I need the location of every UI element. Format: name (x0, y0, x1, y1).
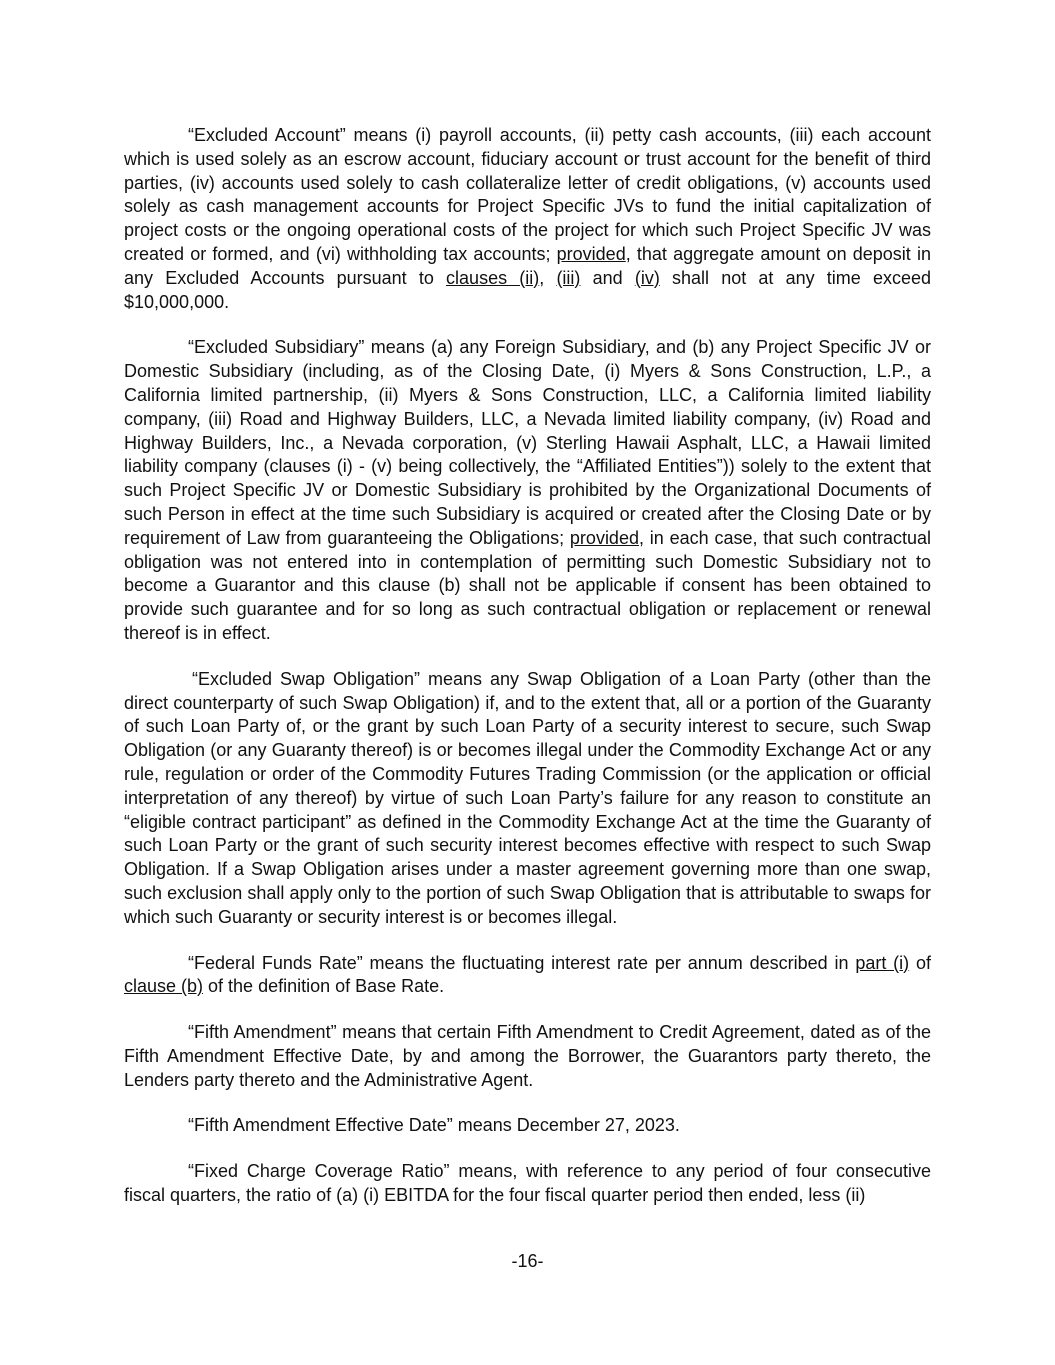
definition-federal-funds-rate (124, 952, 931, 1000)
definition-excluded-subsidiary (124, 336, 931, 645)
definition-text: and (580, 267, 635, 288)
definition-text: “Federal Funds Rate” means the fluctuating interest rate per annum described in (188, 952, 856, 973)
definition-text: “Fifth Amendment” means that certain Fifth Amendment to Credit Agreement, dated as of the Fifth Amendment Effective Date, by and among the Borrower, the Guarantors party thereto, the Lenders party thereto and the Administrative Agent. (124, 1022, 931, 1090)
page-number: -16- (511, 1251, 544, 1271)
definition-text: “Excluded Subsidiary” means (a) any Foreign Subsidiary, and (b) any Project Specific JV or Domestic Subsidiary (including, as of the Closing Date, (i) Myers & Sons Construction, L.P., a California limited partnership, (ii) Myers & Sons Construction, LLC, a California limited liability company, (iii) Road and Highway Builders, LLC, a Nevada limited liability company, (iv) Road and Highway Builders, Inc., a Nevada corporation, (v) Sterling Hawaii Asphalt, LLC, a Hawaii limited liability company (clauses (i) - (v) being collectively, the “Affiliated Entities”)) solely to the extent that such Project Specific JV or Domestic Subsidiary is prohibited by the Organizational Documents of such Person in effect at the time such Subsidiary is acquired or created after the Closing Date or by requirement of Law from guaranteeing the Obligations; (124, 337, 931, 548)
definition-text: of the definition of Base Rate. (203, 976, 445, 997)
document-body (124, 124, 931, 1230)
definition-excluded-account (124, 124, 931, 314)
clause-reference: clause (b) (124, 976, 204, 997)
definition-text: shall not at any time exceed $10,000,000. (124, 267, 931, 312)
definition-text: “Excluded Account” means (i) payroll accounts, (ii) petty cash accounts, (iii) each account which is used solely as an escrow account, fiduciary account or trust account for the benefit of third parties, (iv) accounts used solely to cash collateralize letter of credit obligations, (v) accounts used solely as cash management accounts for Project Specific JVs to fund the initial capitalization of project costs or the ongoing operational costs of the project for which such Project Specific JV was created or formed, and (vi) withholding tax accounts; (124, 125, 931, 264)
definition-fixed-charge-coverage-ratio (124, 1160, 931, 1208)
definition-fifth-amendment-effective-date (124, 1114, 931, 1138)
definition-text: , that aggregate amount on deposit in any Excluded Accounts pursuant to (124, 243, 931, 288)
underlined-term: provided (569, 527, 639, 548)
definition-fifth-amendment (124, 1021, 931, 1092)
underlined-term: provided (556, 243, 626, 264)
definition-text: “Fixed Charge Coverage Ratio” means, with reference to any period of four consecutive fiscal quarters, the ratio of (a) (i) EBITDA for the four fiscal quarter period then ended, less (ii) (124, 1161, 931, 1206)
clause-reference: (iv) (634, 267, 660, 288)
definition-text: “Fifth Amendment Effective Date” means December 27, 2023. (188, 1115, 680, 1136)
clause-reference: (iii) (556, 267, 581, 288)
clause-reference: part (i) (855, 952, 910, 973)
definition-text: , in each case, that such contractual obligation was not entered into in contemplation of permitting such Domestic Subsidiary not to become a Guarantor and this clause (b) shall not be applicable if consent has been obtained to provide such guarantee and for so long as such contractual obligation or replacement or renewal thereof is in effect. (124, 527, 931, 643)
clause-reference: clauses (ii) (446, 267, 540, 288)
definition-text: of (909, 952, 931, 973)
definition-text: “Excluded Swap Obligation” means any Swap Obligation of a Loan Party (other than the direct counterparty of such Swap Obligation) if, and to the extent that, all or a portion of the Guaranty of such Loan Party of, or the grant by such Loan Party of a security interest to secure, such Swap Obligation (or any Guaranty thereof) is or becomes illegal under the Commodity Exchange Act or any rule, regulation or order of the Commodity Futures Trading Commission (or the application or official interpretation of any thereof) by virtue of such Loan Party’s failure for any reason to constitute an “eligible contract participant” as defined in the Commodity Exchange Act at the time the Guaranty of such Loan Party or the grant of such security interest becomes effective with respect to such Swap Obligation. If a Swap Obligation arises under a master agreement governing more than one swap, such exclusion shall apply only to the portion of such Swap Obligation that is attributable to swaps for which such Guaranty or security interest is or becomes illegal. (124, 668, 931, 927)
definition-text: , (539, 267, 557, 288)
definition-excluded-swap-obligation (124, 668, 931, 930)
